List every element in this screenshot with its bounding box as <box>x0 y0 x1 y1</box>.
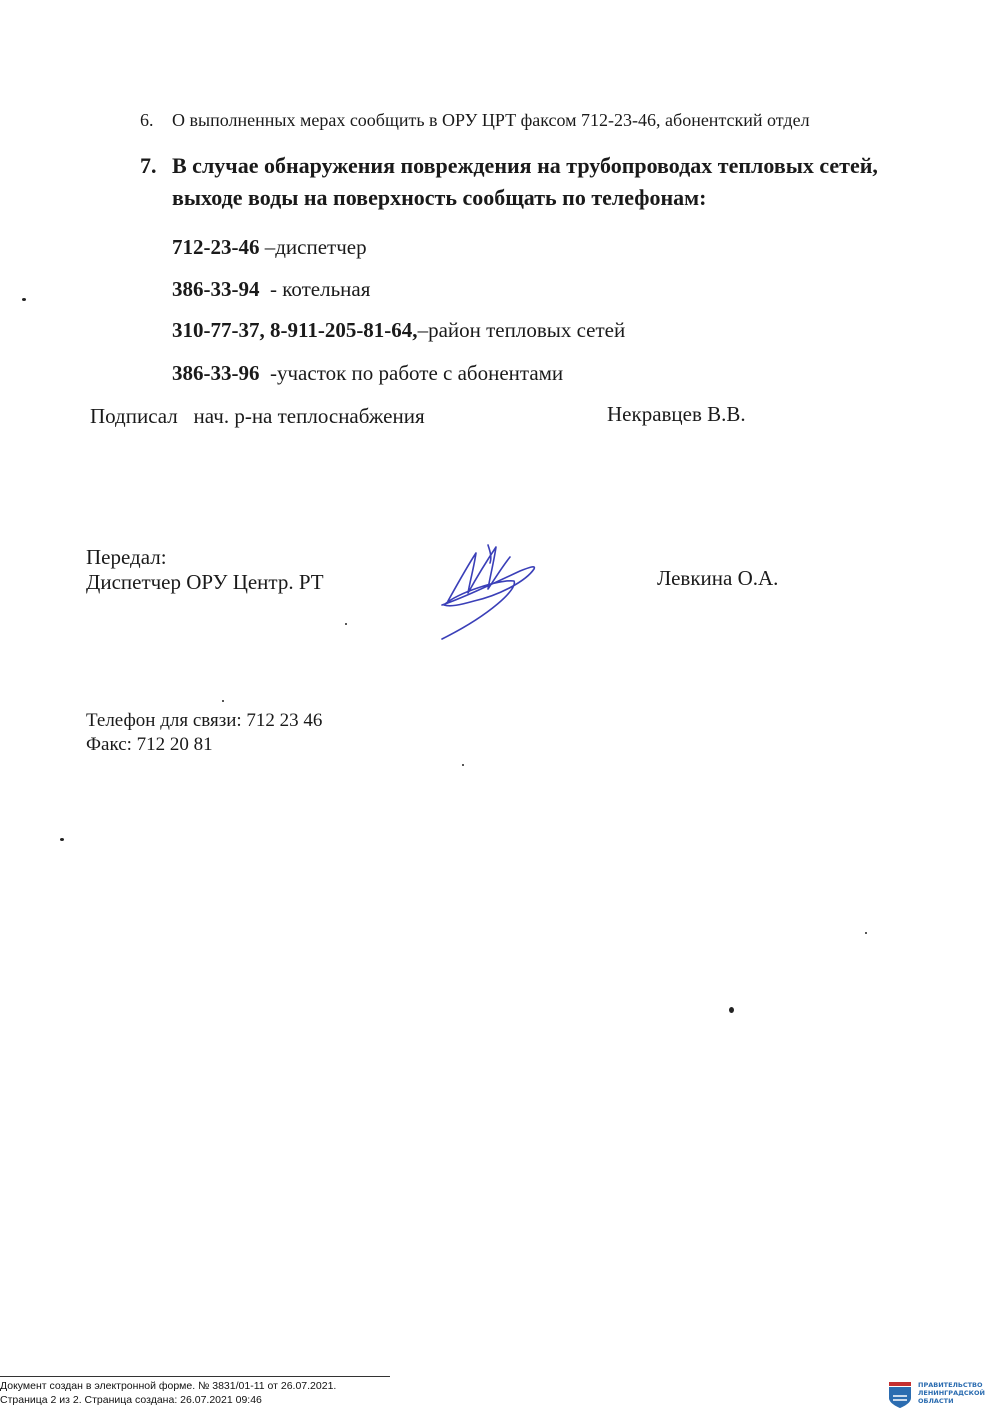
footer-line-1: Документ создан в электронной форме. № 3831/01-11 от 26.07.2021. <box>0 1380 337 1392</box>
contact-fax: Факс: 712 20 81 <box>86 734 213 755</box>
scan-speck <box>345 623 347 625</box>
signed-position: нач. р-на теплоснабжения <box>193 404 425 428</box>
list-number: 7. <box>140 153 157 178</box>
footer-divider <box>0 1376 390 1377</box>
phone-entry <box>172 318 625 343</box>
phone-label: - котельная <box>259 277 371 301</box>
list-item-heading-line2: выходе воды на поверхность сообщать по телефонам: <box>172 185 707 210</box>
phone-entry <box>172 361 563 386</box>
phone-number: 386-33-96 <box>172 361 260 385</box>
phone-number: 386-33-94 <box>172 277 260 301</box>
signed-label: Подписал <box>90 404 178 428</box>
phone-number: 310-77-37, 8-911-205-81-64, <box>172 318 418 342</box>
coat-of-arms-icon <box>888 1380 914 1410</box>
phone-entry <box>172 235 367 260</box>
transferred-position: Диспетчер ОРУ Центр. РТ <box>86 570 324 594</box>
phone-label: –район тепловых сетей <box>417 318 626 342</box>
government-logo <box>888 1380 998 1410</box>
phone-entry <box>172 277 370 302</box>
scan-speck <box>222 700 224 702</box>
logo-text-line2: ЛЕНИНГРАДСКОЙ <box>918 1389 985 1397</box>
transferred-label: Передал: <box>86 545 167 569</box>
contact-phone: Телефон для связи: 712 23 46 <box>86 710 323 731</box>
handwritten-signature <box>430 535 550 645</box>
scan-speck <box>22 298 26 301</box>
list-number: 6. <box>140 110 154 130</box>
scan-speck <box>60 838 64 841</box>
scan-speck <box>729 1007 734 1013</box>
footer-line-2: Страница 2 из 2. Страница создана: 26.07.2021 09:46 <box>0 1394 262 1406</box>
phone-label: -участок по работе с абонентами <box>259 361 564 385</box>
scan-speck <box>865 932 867 934</box>
phone-label: –диспетчер <box>259 235 367 259</box>
signed-by <box>90 404 425 429</box>
phone-number: 712-23-46 <box>172 235 260 259</box>
list-item-heading-line1: В случае обнаружения повреждения на трубопроводах тепловых сетей, <box>172 153 878 178</box>
transferred-name: Левкина О.А. <box>657 566 779 590</box>
list-item-7 <box>140 150 878 214</box>
scan-speck <box>462 764 464 766</box>
logo-text-line1: ПРАВИТЕЛЬСТВО <box>918 1381 983 1389</box>
signed-name: Некравцев В.В. <box>607 402 746 426</box>
logo-text-line3: ОБЛАСТИ <box>918 1397 954 1405</box>
list-item-6 <box>140 110 810 131</box>
list-item-text: О выполненных мерах сообщить в ОРУ ЦРТ факсом 712-23-46, абонентский отдел <box>172 110 810 130</box>
